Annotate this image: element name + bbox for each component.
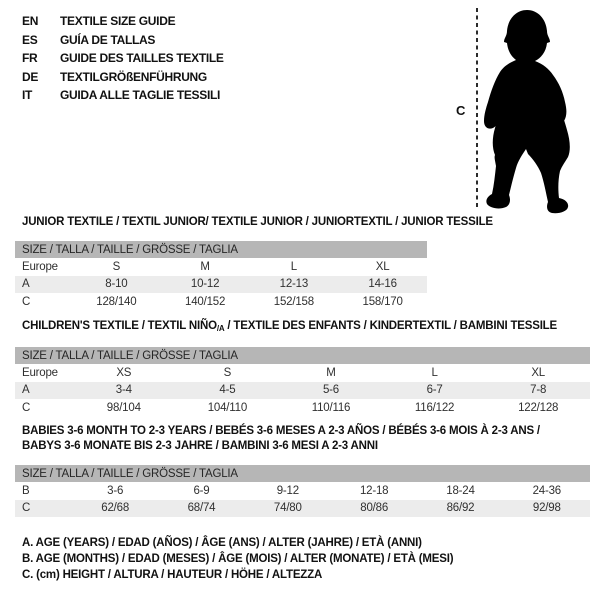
table-row — [15, 276, 427, 294]
lang-row-en — [22, 12, 224, 31]
size-cell: 140/152 — [185, 295, 226, 308]
title-text: BABIES 3-6 MONTH TO 2-3 YEARS / BEBÉS 3-6 MESES A 2-3 AÑOS / BÉBÉS 3-6 MOIS À 2-3 ANS / — [22, 425, 540, 437]
row-label: B — [22, 484, 30, 497]
size-cell: 12-13 — [279, 278, 309, 291]
lang-code: IT — [22, 88, 33, 103]
size-cell: 68/74 — [187, 502, 216, 515]
row-label: A — [22, 384, 30, 397]
table-title-line — [22, 439, 590, 454]
size-cell: 122/128 — [518, 401, 559, 414]
size-cell: 9-12 — [276, 484, 299, 497]
size-cell: 110/116 — [311, 401, 351, 414]
table-title-line — [22, 319, 590, 336]
lang-code: DE — [22, 69, 39, 84]
language-header — [22, 12, 224, 105]
table-size-header: SIZE / TALLA / TAILLE / GRÖSSE / TAGLIA — [15, 241, 427, 258]
table-row — [15, 382, 590, 400]
footnote-b: B. AGE (MONTHS) / EDAD (MESES) / ÂGE (MOIS) / ALTER (MONATE) / ETÀ (MESI) — [22, 553, 454, 565]
table-size-header: SIZE / TALLA / TAILLE / GRÖSSE / TAGLIA — [15, 347, 590, 364]
size-cell: 6-9 — [193, 484, 210, 497]
size-cell: L — [290, 260, 297, 273]
baby-silhouette-icon — [481, 8, 591, 214]
size-cell: 3-6 — [107, 484, 124, 497]
lang-code: EN — [22, 14, 39, 29]
size-cell: XL — [375, 260, 390, 273]
size-cell: M — [326, 366, 336, 379]
title-text: BABYS 3-6 MONATE BIS 2-3 JAHRE / BAMBINI 3-6 MESI A 2-3 ANNI — [22, 440, 378, 452]
size-cell: 14-16 — [368, 278, 397, 291]
table-title — [15, 215, 493, 230]
size-cell: 74/80 — [273, 502, 302, 515]
table-rows — [15, 364, 590, 417]
childrens-textile-table — [15, 319, 590, 417]
table-size-header: SIZE / TALLA / TAILLE / GRÖSSE / TAGLIA — [15, 465, 590, 482]
height-dashed-line — [475, 8, 479, 209]
row-label: A — [22, 278, 30, 291]
size-cell: 80/86 — [360, 502, 389, 515]
row-label: Europe — [22, 366, 58, 379]
size-cell: M — [200, 260, 210, 273]
lang-title: GUIDA ALLE TAGLIE TESSILI — [60, 88, 221, 103]
size-cell: 116/122 — [414, 401, 455, 414]
lang-title: TEXTILE SIZE GUIDE — [60, 14, 176, 29]
size-cell: 86/92 — [446, 502, 475, 515]
title-text: JUNIOR TEXTILE / TEXTIL JUNIOR/ TEXTILE JUNIOR / JUNIORTEXTIL / JUNIOR TESSILE — [22, 216, 493, 228]
lang-code: FR — [22, 51, 38, 66]
table-title-line — [22, 424, 590, 439]
lang-row-es — [22, 31, 224, 50]
lang-code: ES — [22, 32, 38, 47]
footnote-c: C. (cm) HEIGHT / ALTURA / HAUTEUR / HÖHE / ALTEZZA — [22, 569, 323, 581]
size-cell: 62/68 — [101, 502, 130, 515]
footnote-a: A. AGE (YEARS) / EDAD (AÑOS) / ÂGE (ANS) / ALTER (JAHRE) / ETÀ (ANNI) — [22, 537, 422, 549]
size-cell: 18-24 — [446, 484, 475, 497]
table-title-line — [22, 215, 493, 230]
lang-row-de — [22, 68, 224, 87]
size-cell: 158/170 — [362, 295, 403, 308]
lang-row-it — [22, 86, 224, 105]
size-cell: 12-18 — [359, 484, 389, 497]
lang-title: GUÍA DE TALLAS — [60, 32, 156, 47]
lang-title: GUIDE DES TAILLES TEXTILE — [60, 51, 224, 66]
title-text: / TEXTILE DES ENFANTS / KINDERTEXTIL / BAMBINI TESSILE — [224, 320, 557, 332]
size-cell: 8-10 — [105, 278, 128, 291]
size-cell: S — [112, 260, 121, 273]
title-subscript: /A — [216, 324, 225, 333]
size-cell: L — [431, 366, 438, 379]
size-cell: 98/104 — [106, 401, 141, 414]
junior-textile-table — [15, 215, 493, 311]
size-cell: XS — [116, 366, 132, 379]
lang-row-fr — [22, 49, 224, 68]
size-cell: S — [223, 366, 232, 379]
row-label: C — [22, 502, 31, 515]
row-label: C — [22, 295, 31, 308]
table-rows — [15, 258, 427, 311]
babies-textile-table — [15, 424, 590, 517]
table-row — [15, 364, 590, 382]
height-measure-label: C — [456, 103, 466, 118]
size-cell: 24-36 — [532, 484, 562, 497]
size-cell: 6-7 — [426, 384, 443, 397]
table-row — [15, 500, 590, 518]
table-rows — [15, 482, 590, 517]
table-title — [15, 319, 590, 336]
table-row — [15, 399, 590, 417]
row-label: C — [22, 401, 31, 414]
lang-title: TEXTILGRÖßENFÜHRUNG — [60, 69, 207, 84]
size-cell: XL — [531, 366, 545, 379]
size-cell: 4-5 — [219, 384, 236, 397]
table-row — [15, 258, 427, 276]
table-title — [15, 424, 590, 454]
size-cell: 7-8 — [530, 384, 547, 397]
legend-footnotes — [22, 535, 453, 583]
size-cell: 3-4 — [115, 384, 132, 397]
table-row — [15, 482, 590, 500]
size-cell: 92/98 — [532, 502, 561, 515]
title-text: CHILDREN'S TEXTILE / TEXTIL NIÑO — [22, 320, 217, 332]
table-row — [15, 293, 427, 311]
size-cell: 104/110 — [207, 401, 248, 414]
size-cell: 5-6 — [322, 384, 339, 397]
row-label: Europe — [22, 260, 58, 273]
size-cell: 152/158 — [273, 295, 314, 308]
size-cell: 128/140 — [96, 295, 137, 308]
size-cell: 10-12 — [190, 278, 220, 291]
